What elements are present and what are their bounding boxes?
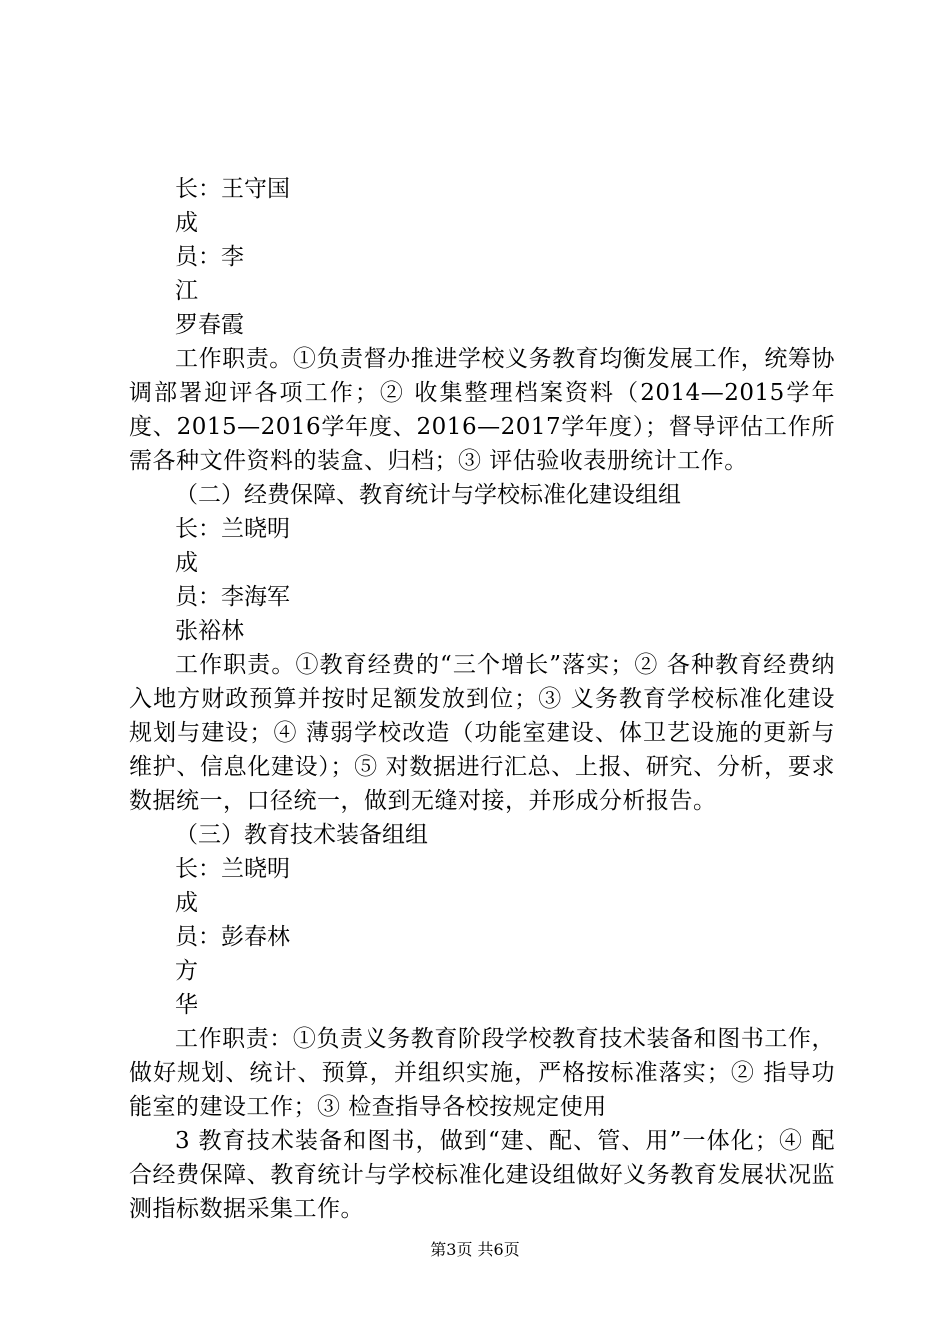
members-line-1: 员：李 [175, 244, 244, 270]
members-label-1a: 成 [175, 210, 198, 236]
members-label-2a: 成 [175, 550, 198, 576]
leader-line-1: 长：王守国 [175, 176, 290, 202]
members-line-3: 员：彭春林 [175, 924, 290, 950]
members-line-2: 员：李海军 [175, 584, 290, 610]
page-footer: 第3页 共6页 [430, 1240, 520, 1259]
member-name-3b: 华 [175, 992, 198, 1018]
document-body [129, 172, 835, 1226]
member-name-1b: 罗春霞 [175, 312, 244, 338]
duties-paragraph-1: 工作职责。①负责督办推进学校义务教育均衡发展工作，统筹协调部署迎评各项工作；② 收集整理档案资料（2014—2015学年度、2015—2016学年度、2016—2017学年度）；督导评估工作所需各种文件资料的装盒、归档；③ 评估验收表册统计工作。 [129, 346, 835, 474]
members-label-3a: 成 [175, 890, 198, 916]
duties-paragraph-2: 工作职责。①教育经费的“三个增长”落实；② 各种教育经费纳入地方财政预算并按时足额发放到位；③ 义务教育学校标准化建设规划与建设；④ 薄弱学校改造（功能室建设、体卫艺设施的更新与维护、信息化建设）；⑤ 对数据进行汇总、上报、研究、分析，要求数据统一，口径统一，做到无缝对接，并形成分析报告。 [129, 652, 835, 814]
member-name-2a: 张裕林 [175, 618, 244, 644]
duties-paragraph-3-continued: 3 教育技术装备和图书，做到“建、配、管、用”一体化；④ 配合经费保障、教育统计与学校标准化建设组做好义务教育发展状况监测指标数据采集工作。 [129, 1128, 835, 1222]
duties-paragraph-3: 工作职责：①负责义务教育阶段学校教育技术装备和图书工作，做好规划、统计、预算，并组织实施，严格按标准落实；② 指导功能室的建设工作；③ 检查指导各校按规定使用 [129, 1026, 835, 1120]
leader-line-2: 长：兰晓明 [175, 516, 290, 542]
section-heading-2: （二）经费保障、教育统计与学校标准化建设组组 [175, 482, 681, 508]
leader-line-3: 长：兰晓明 [175, 856, 290, 882]
section-heading-3: （三）教育技术装备组组 [175, 822, 428, 848]
member-name-3a: 方 [175, 958, 198, 984]
member-name-1a: 江 [175, 278, 198, 304]
